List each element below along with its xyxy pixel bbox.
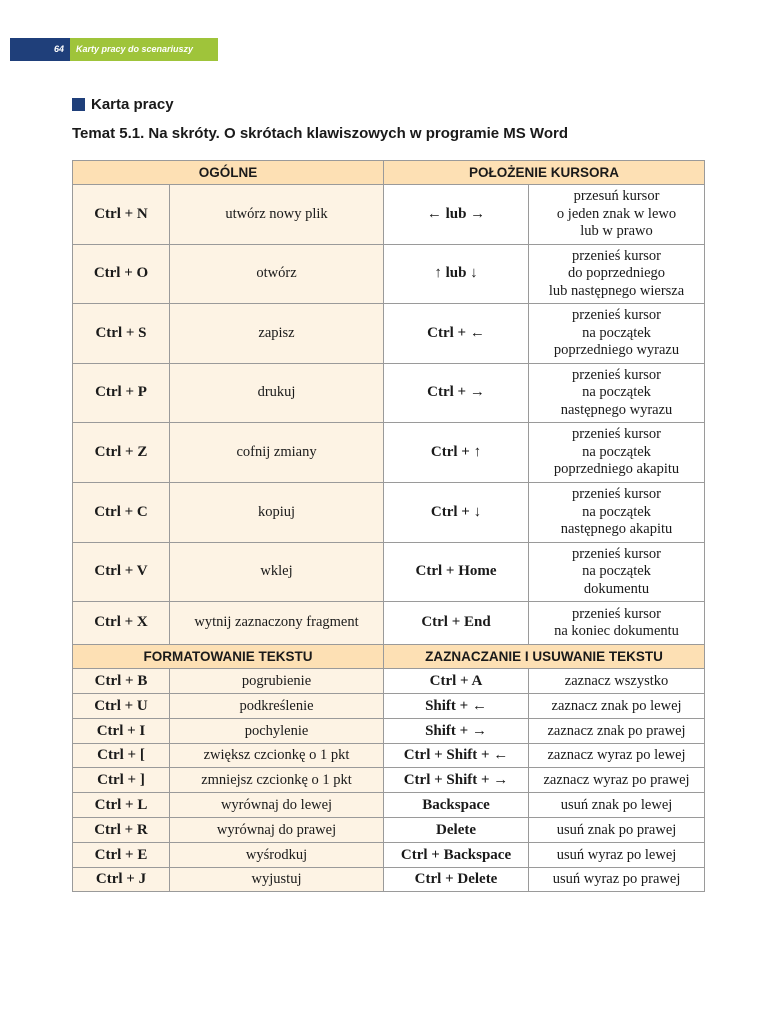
section-header-cursor: POŁOŻENIE KURSORA <box>384 161 705 185</box>
shortcut-key-cell: Ctrl + J <box>73 867 170 892</box>
table-row <box>73 482 705 542</box>
shortcut-key-cell: Ctrl + V <box>73 542 170 602</box>
shortcut-description-cell: otwórz <box>170 244 384 304</box>
table-row <box>73 693 705 718</box>
shortcut-description-cell: przesuń kursor o jeden znak w lewo lub w prawo <box>529 185 705 245</box>
shortcut-key-cell: Ctrl + ] <box>73 768 170 793</box>
shortcut-description-cell: przenieś kursor na początek poprzedniego akapitu <box>529 423 705 483</box>
table-row <box>73 185 705 245</box>
shortcut-key-cell: Backspace <box>384 793 529 818</box>
shortcut-description-cell: zmniejsz czcionkę o 1 pkt <box>170 768 384 793</box>
shortcut-key-cell: ↑ lub ↓ <box>384 244 529 304</box>
page-header-bar <box>10 38 218 61</box>
shortcut-key-cell: Ctrl + N <box>73 185 170 245</box>
shortcut-key-cell: Ctrl + Delete <box>384 867 529 892</box>
shortcut-description-cell: wyrównaj do lewej <box>170 793 384 818</box>
shortcut-description-cell: usuń znak po prawej <box>529 817 705 842</box>
shortcut-description-cell: wyrównaj do prawej <box>170 817 384 842</box>
section-header-row <box>73 645 705 669</box>
shortcut-description-cell: kopiuj <box>170 482 384 542</box>
shortcut-key-cell: Ctrl + Shift + → <box>384 768 529 793</box>
shortcut-description-cell: zwiększ czcionkę o 1 pkt <box>170 743 384 768</box>
table-row <box>73 669 705 694</box>
section-header-selection: ZAZNACZANIE I USUWANIE TEKSTU <box>384 645 705 669</box>
shortcut-key-cell: Ctrl + Z <box>73 423 170 483</box>
shortcut-description-cell: usuń wyraz po lewej <box>529 842 705 867</box>
table-row <box>73 743 705 768</box>
shortcut-key-cell: Ctrl + B <box>73 669 170 694</box>
shortcut-description-cell: zaznacz wyraz po lewej <box>529 743 705 768</box>
shortcut-key-cell: Ctrl + S <box>73 304 170 364</box>
table-row <box>73 768 705 793</box>
shortcut-description-cell: zaznacz znak po prawej <box>529 718 705 743</box>
shortcut-key-cell: Ctrl + Home <box>384 542 529 602</box>
shortcut-key-cell: Delete <box>384 817 529 842</box>
worksheet-label <box>72 96 174 113</box>
worksheet-label-text: Karta pracy <box>91 96 174 113</box>
table-row <box>73 718 705 743</box>
shortcut-key-cell: Ctrl + C <box>73 482 170 542</box>
shortcut-key-cell: ← lub → <box>384 185 529 245</box>
shortcut-key-cell: Ctrl + Shift + ← <box>384 743 529 768</box>
table-row <box>73 842 705 867</box>
topic-title: Temat 5.1. Na skróty. O skrótach klawiszowych w programie MS Word <box>72 125 568 142</box>
shortcut-description-cell: zaznacz wyraz po prawej <box>529 768 705 793</box>
section-header-row <box>73 161 705 185</box>
shortcut-description-cell: pochylenie <box>170 718 384 743</box>
section-header-general: OGÓLNE <box>73 161 384 185</box>
table-row <box>73 304 705 364</box>
shortcut-description-cell: przenieś kursor na początek poprzedniego wyrazu <box>529 304 705 364</box>
table-row <box>73 793 705 818</box>
table-top-rows <box>73 185 705 645</box>
shortcut-key-cell: Shift + ← <box>384 693 529 718</box>
series-title: Karty pracy do scenariuszy <box>70 38 218 61</box>
shortcut-description-cell: wyjustuj <box>170 867 384 892</box>
shortcut-description-cell: przenieś kursor na koniec dokumentu <box>529 602 705 645</box>
shortcut-key-cell: Ctrl + L <box>73 793 170 818</box>
table-row <box>73 244 705 304</box>
shortcut-description-cell: zapisz <box>170 304 384 364</box>
shortcut-description-cell: wytnij zaznaczony fragment <box>170 602 384 645</box>
shortcut-description-cell: przenieś kursor do poprzedniego lub następnego wiersza <box>529 244 705 304</box>
page-number: 64 <box>10 38 70 61</box>
shortcut-key-cell: Ctrl + U <box>73 693 170 718</box>
shortcut-key-cell: Ctrl + End <box>384 602 529 645</box>
table-bottom-rows <box>73 669 705 892</box>
table-top-section <box>73 161 705 185</box>
shortcut-description-cell: cofnij zmiany <box>170 423 384 483</box>
shortcut-description-cell: zaznacz wszystko <box>529 669 705 694</box>
table-row <box>73 602 705 645</box>
shortcut-key-cell: Ctrl + ← <box>384 304 529 364</box>
shortcut-key-cell: Ctrl + → <box>384 363 529 423</box>
shortcut-description-cell: wyśrodkuj <box>170 842 384 867</box>
shortcut-key-cell: Ctrl + I <box>73 718 170 743</box>
shortcut-key-cell: Ctrl + P <box>73 363 170 423</box>
shortcuts-table <box>72 160 705 892</box>
shortcut-description-cell: przenieś kursor na początek dokumentu <box>529 542 705 602</box>
shortcut-description-cell: przenieś kursor na początek następnego akapitu <box>529 482 705 542</box>
shortcut-key-cell: Ctrl + ↑ <box>384 423 529 483</box>
shortcut-key-cell: Ctrl + R <box>73 817 170 842</box>
shortcut-key-cell: Ctrl + A <box>384 669 529 694</box>
shortcut-description-cell: usuń wyraz po prawej <box>529 867 705 892</box>
square-bullet-icon <box>72 98 85 111</box>
shortcut-key-cell: Ctrl + ↓ <box>384 482 529 542</box>
shortcut-key-cell: Shift + → <box>384 718 529 743</box>
table-row <box>73 363 705 423</box>
table-row <box>73 423 705 483</box>
shortcut-key-cell: Ctrl + X <box>73 602 170 645</box>
shortcut-description-cell: podkreślenie <box>170 693 384 718</box>
shortcut-key-cell: Ctrl + [ <box>73 743 170 768</box>
table-row <box>73 867 705 892</box>
section-header-formatting: FORMATOWANIE TEKSTU <box>73 645 384 669</box>
shortcut-description-cell: usuń znak po lewej <box>529 793 705 818</box>
table-bottom-section <box>73 645 705 669</box>
shortcut-description-cell: drukuj <box>170 363 384 423</box>
shortcut-description-cell: zaznacz znak po lewej <box>529 693 705 718</box>
shortcut-description-cell: wklej <box>170 542 384 602</box>
table-row <box>73 817 705 842</box>
shortcut-key-cell: Ctrl + E <box>73 842 170 867</box>
shortcut-description-cell: przenieś kursor na początek następnego wyrazu <box>529 363 705 423</box>
shortcut-key-cell: Ctrl + Backspace <box>384 842 529 867</box>
shortcut-description-cell: utwórz nowy plik <box>170 185 384 245</box>
table-row <box>73 542 705 602</box>
shortcut-key-cell: Ctrl + O <box>73 244 170 304</box>
shortcut-description-cell: pogrubienie <box>170 669 384 694</box>
